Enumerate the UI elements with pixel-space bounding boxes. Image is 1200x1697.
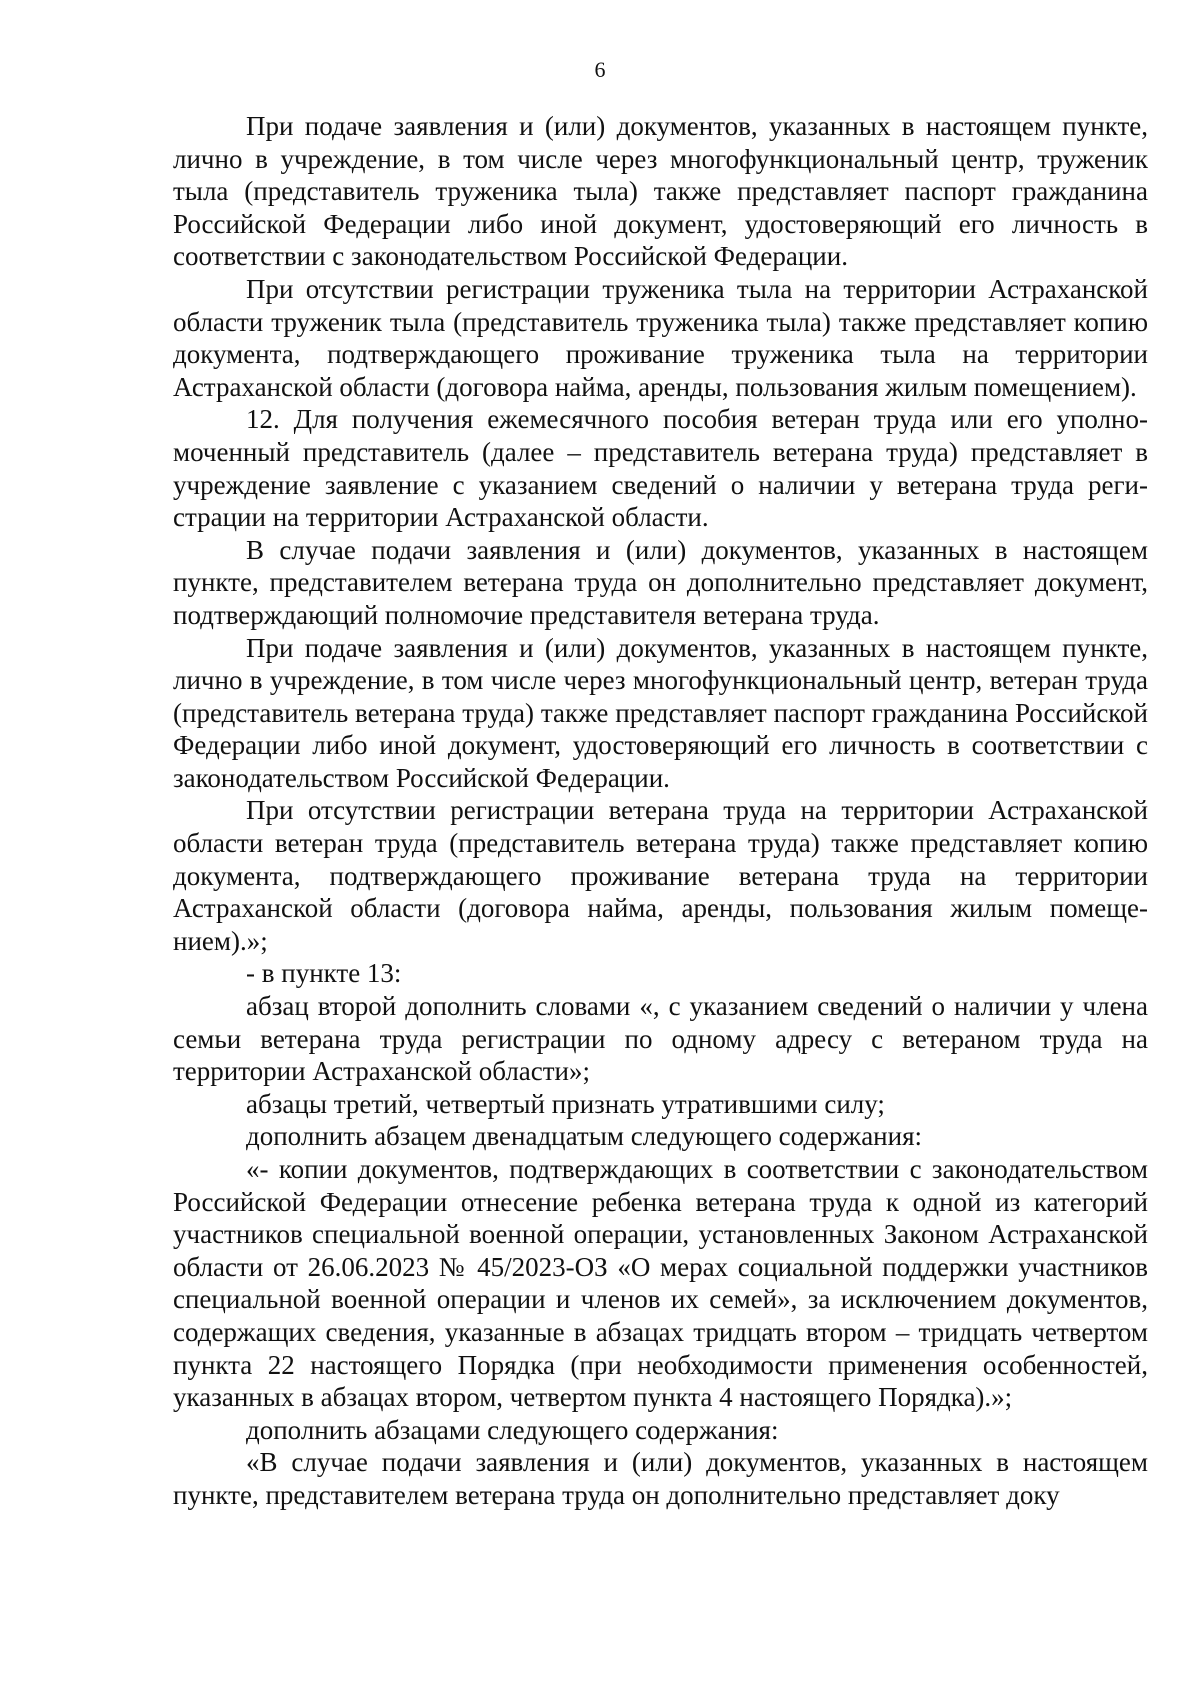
paragraph: дополнить абзацем двенадцатым следующего содержания: xyxy=(246,1121,923,1152)
paragraph: «- копии документов, подтверждающих в соответствии с законодательством Российской Федерации отнесение ребенка ветерана труда к одной из категорий участников специальной военной операции, установленных Законом Астраханской области от 26.06.2023 № 45/2023-ОЗ «О мерах социальной поддержки участников специальной военной операции и членов их семей», за исключением документов, содержащих сведения, указанные в абзацах тридцать втором – тридцать четвертом пункта 22 настоящего Порядка (при необходимости применения особенностей, указанных в абзацах втором, четвертом пункта 4 настоящего Порядка).»; xyxy=(173,1154,1148,1413)
paragraph: «В случае подачи заявления и (или) документов, указанных в настоящем пункте, представителем ветерана труда он дополнительно представляет доку xyxy=(173,1447,1148,1510)
paragraph: При отсутствии регистрации ветерана труда на территории Астраханской области ветеран труда (представитель ветерана труда) также представляет копию документа, подтверждающего проживание ветерана труда на территории Астраханской области (договора найма, аренды, пользования жилым помещением).»; xyxy=(173,795,1148,956)
paragraph: абзац второй дополнить словами «, с указанием сведений о наличии у члена семьи ветерана труда регистрации по одному адресу с ветераном труда на территории Астраханской области»; xyxy=(173,991,1148,1087)
paragraph: В случае подачи заявления и (или) документов, указанных в настоящем пункте, представителем ветерана труда он дополнительно представляет документ, подтверждающий полномочие представителя ветерана труда. xyxy=(173,534,1148,630)
page-number: 6 xyxy=(594,57,606,82)
paragraph: 12. Для получения ежемесячного пособия ветеран труда или его уполномоченный представитель (далее – представитель ветерана труда) представляет в учреждение заявление с указанием сведений о наличии у ветерана труда регистрации на территории Астраханской области. xyxy=(173,404,1148,533)
paragraph: дополнить абзацами следующего содержания: xyxy=(246,1414,779,1445)
paragraph: При отсутствии регистрации труженика тыла на территории Астраханской области труженик тыла (представитель труженика тыла) также представляет копию документа, подтверждающего проживание труженика тыла на территории Астраханской области (договора найма, аренды, пользования жилым помещением). xyxy=(173,273,1148,402)
paragraph: абзацы третий, четвертый признать утратившими силу; xyxy=(246,1088,885,1119)
document-body xyxy=(173,110,1148,1512)
paragraph: - в пункте 13: xyxy=(246,958,402,989)
paragraph: При подаче заявления и (или) документов, указанных в настоящем пункте, лично в учреждение, в том числе через многофункциональный центр, труженик тыла (представитель труженика тыла) также представляет паспорт гражданина Российской Федерации либо иной документ, удостоверяющий его личность в соответствии с законодательством Российской Федерации. xyxy=(173,111,1148,272)
paragraph: При подаче заявления и (или) документов, указанных в настоящем пункте, лично в учреждение, в том числе через многофункциональный центр, ветеран труда (представитель ветерана труда) также представляет паспорт гражданина Российской Федерации либо иной документ, удостоверяющий его личность в соответствии с законодательством Российской Федерации. xyxy=(173,632,1148,793)
